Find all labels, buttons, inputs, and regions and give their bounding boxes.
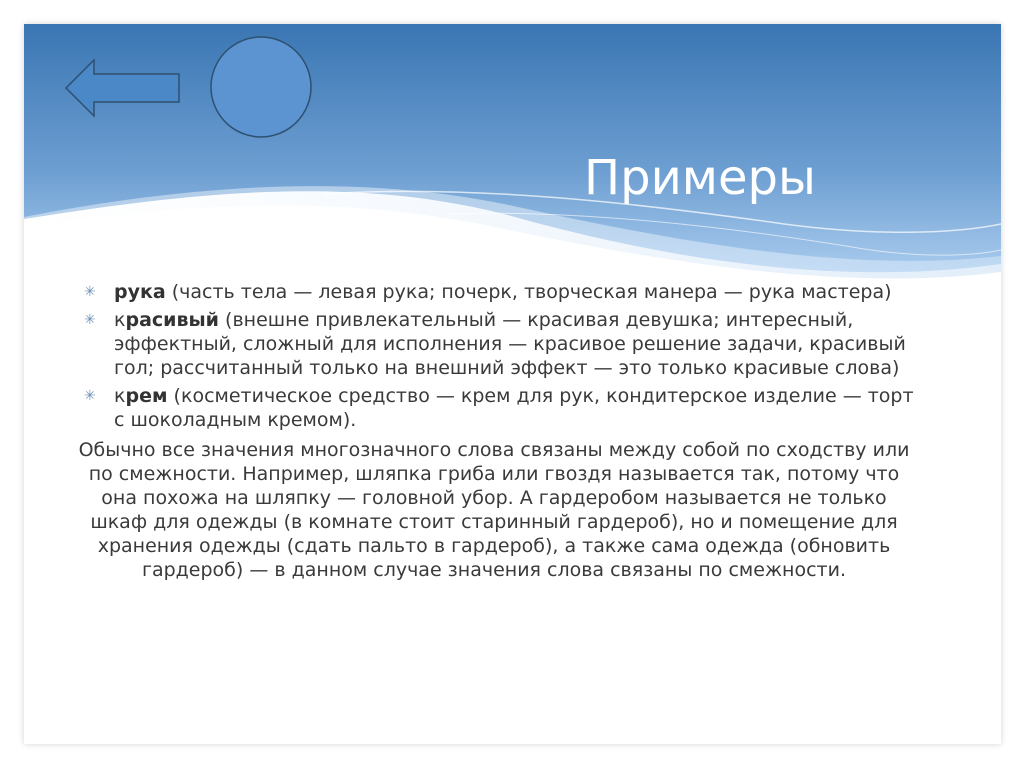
explanation-paragraph: Обычно все значения многозначного слова связаны между собой по сходству или по смежности. Например, шляпка гриба или гвоздя называется так, потому что она похожа на шляпку — головной убор. А гардеробом называется не только шкаф для одежды (в комнате стоит старинный гардероб), но и помещение для хранения одежды (сдать пальто в гардероб), а также сама одежда (обновить гардероб) — в данном случае значения слова связаны по смежности. bbox=[78, 439, 910, 581]
bullet-text: (внешне привлекательный — красивая девушка; интересный, эффектный, сложный для исполнения — красивое решение задачи, красивый гол; рассчитанный только на внешний эффект — это только красивые слова) bbox=[114, 309, 906, 379]
circle-shape bbox=[209, 35, 313, 139]
back-arrow-icon[interactable] bbox=[64, 58, 182, 118]
bullet-item bbox=[84, 308, 914, 380]
bullet-text: (часть тела — левая рука; почерк, творческая манера — рука мастера) bbox=[165, 281, 892, 303]
bullet-term: рука bbox=[114, 281, 166, 303]
bullet-item bbox=[84, 280, 914, 304]
bullet-star-icon: ✳ bbox=[84, 388, 96, 404]
bullet-item bbox=[84, 384, 914, 432]
bullet-term: рем bbox=[125, 385, 168, 407]
bullet-term: расивый bbox=[125, 309, 219, 331]
bullet-text: (косметическое средство — крем для рук, кондитерское изделие — торт с шоколадным кремом). bbox=[114, 385, 914, 431]
bullet-star-icon: ✳ bbox=[84, 312, 96, 328]
bullet-term-prefix: к bbox=[114, 309, 126, 331]
slide-content bbox=[78, 280, 914, 582]
slide-title: Примеры bbox=[584, 150, 816, 206]
bullet-star-icon: ✳ bbox=[84, 284, 96, 300]
bullet-term-prefix: к bbox=[114, 385, 126, 407]
